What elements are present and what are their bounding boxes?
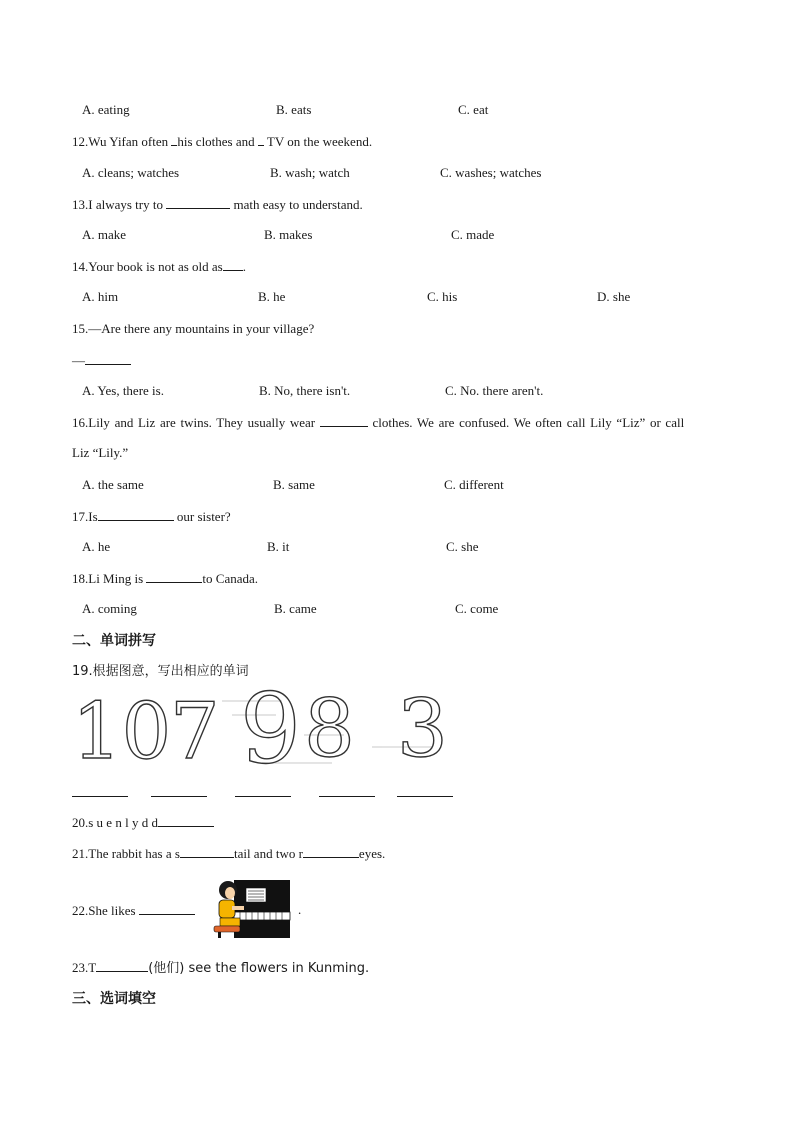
q15-option-a: A. Yes, there is. xyxy=(82,383,164,398)
q19-answer-blank-4[interactable] xyxy=(319,795,375,797)
blank xyxy=(146,570,202,583)
q15-stem: 15.—Are there any mountains in your village? xyxy=(72,321,315,336)
blank xyxy=(158,814,214,827)
q17-option-a: A. he xyxy=(82,539,111,554)
q19-stem: 19.根据图意，写出相应的单词 xyxy=(72,664,249,679)
q19-answer-blank-3[interactable] xyxy=(235,795,291,797)
q12-option-b: B. wash; watch xyxy=(270,165,350,180)
q21-stem: 21.The rabbit has a s tail and two r eyes. xyxy=(72,846,386,861)
q13-option-a: A. make xyxy=(82,227,127,242)
q15-option-c: C. No. there aren't. xyxy=(445,383,544,398)
q15-option-b: B. No, there isn't. xyxy=(259,383,351,398)
blank xyxy=(180,845,234,858)
q23-stem: 23.T (他们) see the flowers in Kunming. xyxy=(72,960,370,976)
q14-option-a: A. him xyxy=(82,289,119,304)
number-10: 10 xyxy=(72,687,172,772)
section-2-heading: 二、单词拼写 xyxy=(72,633,156,649)
q12-option-c: C. washes; watches xyxy=(440,165,542,180)
q16-option-a: A. the same xyxy=(82,477,144,492)
q12-stem: 12.Wu Yifan often his clothes and TV on the weekend. xyxy=(72,134,373,149)
q18-option-a: A. coming xyxy=(82,601,137,616)
number-9: 9 xyxy=(240,686,302,772)
girl-playing-piano-picture xyxy=(212,878,292,940)
blank xyxy=(320,414,368,427)
q15-answer-line: — xyxy=(72,352,131,369)
q20-stem: 20.s u e n l y d d xyxy=(72,814,214,831)
q16-stem-line2: Liz “Lily.” xyxy=(72,445,129,460)
number-3: 3 xyxy=(397,686,448,772)
q16-option-c: C. different xyxy=(444,477,504,492)
q11-option-a: A. eating xyxy=(82,102,130,117)
q19-answer-blank-2[interactable] xyxy=(151,795,207,797)
q18-option-c: C. come xyxy=(455,601,499,616)
q13-option-b: B. makes xyxy=(264,227,313,242)
q16-stem-line1: 16.Lily and Liz are twins. They usually wear clothes. We are confused. We often call Lily “Liz” or call xyxy=(72,415,685,430)
blank xyxy=(166,196,230,209)
q19-answer-blank-1[interactable] xyxy=(72,795,128,797)
blank xyxy=(85,352,131,365)
q17-stem: 17.Is our sister? xyxy=(72,509,231,524)
q17-option-c: C. she xyxy=(446,539,479,554)
q11-option-c: C. eat xyxy=(458,102,489,117)
q14-option-b: B. he xyxy=(258,289,286,304)
blank xyxy=(223,258,243,271)
blank xyxy=(98,508,174,521)
q13-option-c: C. made xyxy=(451,227,495,242)
numbers-picture xyxy=(72,686,472,772)
q12-option-a: A. cleans; watches xyxy=(82,165,180,180)
q13-stem: 13.I always try to math easy to understand. xyxy=(72,197,363,212)
q14-option-c: C. his xyxy=(427,289,458,304)
q17-option-b: B. it xyxy=(267,539,290,554)
q18-stem: 18.Li Ming is to Canada. xyxy=(72,571,258,586)
blank xyxy=(303,845,359,858)
q22-stem: 22.She likes xyxy=(72,902,195,919)
q19-answer-blank-5[interactable] xyxy=(397,795,453,797)
blank xyxy=(139,902,195,915)
q16-option-b: B. same xyxy=(273,477,315,492)
section-3-heading: 三、选词填空 xyxy=(72,991,156,1007)
number-8: 8 xyxy=(304,686,355,772)
q14-stem: 14.Your book is not as old as . xyxy=(72,259,246,274)
blank xyxy=(96,959,148,972)
q18-option-b: B. came xyxy=(274,601,317,616)
q22-end-punctuation: . xyxy=(298,902,302,917)
q14-option-d: D. she xyxy=(597,289,631,304)
number-7: 7 xyxy=(170,687,220,772)
q11-option-b: B. eats xyxy=(276,102,312,117)
